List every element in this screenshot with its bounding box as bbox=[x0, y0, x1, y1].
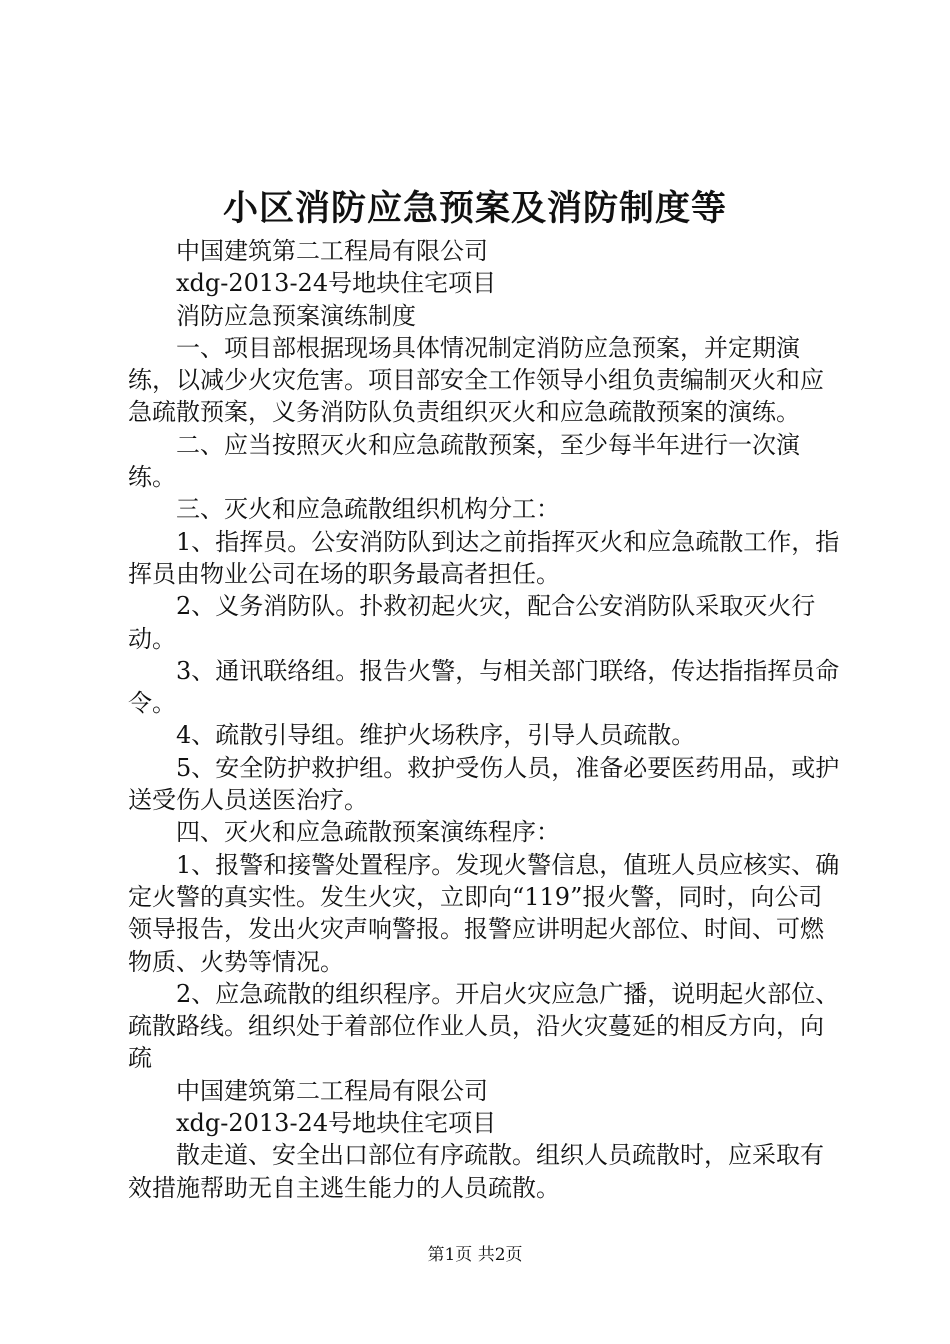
document-body bbox=[128, 235, 840, 1204]
paragraph-role-communication: 3、通讯联络组。报告火警，与相关部门联络，传达指指挥员命令。 bbox=[128, 656, 840, 718]
paragraph-role-evacuation: 4、疏散引导组。维护火场秩序，引导人员疏散。 bbox=[176, 721, 696, 750]
paragraph-company: 中国建筑第二工程局有限公司 bbox=[176, 237, 488, 265]
paragraph-item-2: 二、应当按照灭火和应急疏散预案，至少每半年进行一次演练。 bbox=[128, 430, 800, 492]
paragraph-section-title: 消防应急预案演练制度 bbox=[176, 301, 416, 330]
paragraph-procedure-alarm: 1、报警和接警处置程序。发现火警信息，值班人员应核实、确定火警的真实性。发生火灾，立即向“119”报火警，同时，向公司领导报告，发出火灾声响警报。报警应讲明起火部位、时间、可燃物质、火势等情况。 bbox=[128, 850, 840, 976]
paragraph-item-3: 三、灭火和应急疏散组织机构分工： bbox=[176, 495, 560, 524]
paragraph-role-fire-team: 2、义务消防队。扑救初起火灾，配合公安消防队采取灭火行动。 bbox=[128, 592, 816, 653]
paragraph-role-commander: 1、指挥员。公安消防队到达之前指挥灭火和应急疏散工作，指挥员由物业公司在场的职务最高者担任。 bbox=[128, 527, 840, 588]
paragraph-company-repeat: 中国建筑第二工程局有限公司 bbox=[176, 1076, 488, 1105]
document-title: 小区消防应急预案及消防制度等 bbox=[222, 188, 727, 229]
paragraph-continuation: 散走道、安全出口部位有序疏散。组织人员疏散时，应采取有效措施帮助无自主逃生能力的人员疏散。 bbox=[128, 1141, 824, 1202]
paragraph-project: xdg-2013-24号地块住宅项目 bbox=[176, 269, 497, 298]
paragraph-item-1: 一、项目部根据现场具体情况制定消防应急预案，并定期演练，以减少火灾危害。项目部安全工作领导小组负责编制灭火和应急疏散预案，义务消防队负责组织灭火和应急疏散预案的演练。 bbox=[128, 333, 824, 427]
paragraph-role-rescue: 5、安全防护救护组。救护受伤人员，准备必要医药用品，或护送受伤人员送医治疗。 bbox=[128, 753, 840, 815]
page-number-footer: 第1页 共2页 bbox=[427, 1245, 523, 1265]
paragraph-project-repeat: xdg-2013-24号地块住宅项目 bbox=[176, 1109, 497, 1138]
paragraph-item-4: 四、灭火和应急疏散预案演练程序： bbox=[176, 818, 560, 847]
paragraph-procedure-evacuation: 2、应急疏散的组织程序。开启火灾应急广播，说明起火部位、疏散路线。组织处于着部位作业人员，沿火灾蔓延的相反方向，向疏 bbox=[128, 979, 840, 1073]
